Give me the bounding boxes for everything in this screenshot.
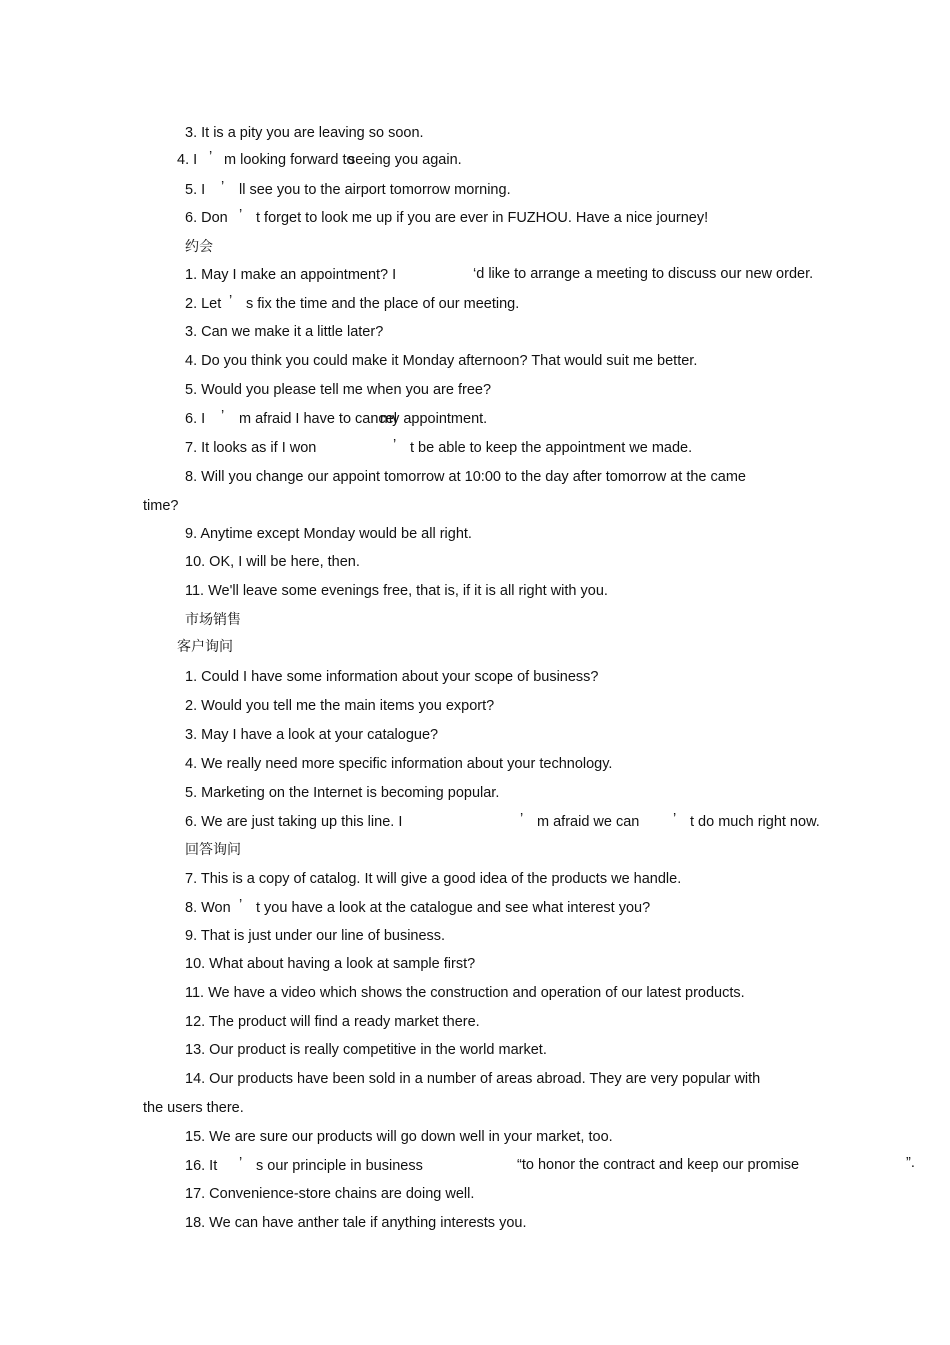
appointment-line-6-apostrophe: ’ bbox=[221, 408, 225, 424]
marketing-line-6-middle: m afraid we can bbox=[537, 814, 640, 830]
marketing-line-18: 18. We can have anther tale if anything interests you. bbox=[185, 1215, 527, 1231]
farewell-line-5-text: ll see you to the airport tomorrow morning. bbox=[239, 182, 511, 198]
farewell-line-5-apostrophe: ’ bbox=[221, 179, 225, 195]
appointment-line-6-text: m afraid I have to cancel bbox=[239, 411, 397, 427]
marketing-line-15: 15. We are sure our products will go down well in your market, too. bbox=[185, 1129, 613, 1145]
farewell-line-4-apostrophe: ’ bbox=[209, 149, 213, 165]
marketing-line-6-apostrophe-1: ’ bbox=[520, 811, 524, 827]
heading-reply-inquiry: 回答询问 bbox=[185, 842, 241, 858]
farewell-line-4-number: 4. I bbox=[177, 152, 198, 168]
heading-appointment: 约会 bbox=[185, 239, 213, 255]
heading-marketing: 市场销售 bbox=[185, 612, 241, 628]
marketing-line-9: 9. That is just under our line of business. bbox=[185, 928, 446, 944]
appointment-line-11: 11. We'll leave some evenings free, that is, if it is all right with you. bbox=[185, 583, 608, 599]
marketing-line-8-number: 8. Won bbox=[185, 900, 231, 916]
marketing-line-14: 14. Our products have been sold in a number of areas abroad. They are very popular with bbox=[185, 1071, 761, 1087]
appointment-line-7-start: 7. It looks as if I won bbox=[185, 440, 317, 456]
marketing-line-12: 12. The product will find a ready market there. bbox=[185, 1014, 480, 1030]
marketing-line-16-number: 16. It bbox=[185, 1158, 218, 1174]
appointment-line-6-number: 6. I bbox=[185, 411, 206, 427]
marketing-line-16-quote: “to honor the contract and keep our promise bbox=[517, 1157, 800, 1173]
appointment-line-6-end: my appointment. bbox=[380, 411, 488, 427]
marketing-line-6-end: t do much right now. bbox=[690, 814, 820, 830]
farewell-line-5-number: 5. I bbox=[185, 182, 206, 198]
marketing-line-1: 1. Could I have some information about your scope of business? bbox=[185, 669, 599, 685]
appointment-line-8-continued: time? bbox=[143, 498, 179, 514]
marketing-line-4: 4. We really need more specific information about your technology. bbox=[185, 756, 613, 772]
marketing-line-11: 11. We have a video which shows the construction and operation of our latest products. bbox=[185, 985, 745, 1001]
marketing-line-5: 5. Marketing on the Internet is becoming popular. bbox=[185, 785, 500, 801]
farewell-line-6-number: 6. Don bbox=[185, 210, 228, 226]
appointment-line-3: 3. Can we make it a little later? bbox=[185, 324, 384, 340]
marketing-line-17: 17. Convenience-store chains are doing well. bbox=[185, 1186, 475, 1202]
marketing-line-14-continued: the users there. bbox=[143, 1100, 244, 1116]
heading-customer-inquiry: 客户询问 bbox=[177, 639, 233, 655]
marketing-line-2: 2. Would you tell me the main items you export? bbox=[185, 698, 495, 714]
appointment-line-7-apostrophe: ’ bbox=[393, 437, 397, 453]
farewell-line-4-text: m looking forward to bbox=[224, 152, 355, 168]
appointment-line-1-end: ‘d like to arrange a meeting to discuss our new order. bbox=[473, 266, 814, 282]
appointment-line-2-text: s fix the time and the place of our meeting. bbox=[246, 296, 520, 312]
appointment-line-7-end: t be able to keep the appointment we made. bbox=[410, 440, 693, 456]
appointment-line-2-apostrophe: ’ bbox=[229, 293, 233, 309]
appointment-line-1-start: 1. May I make an appointment? I bbox=[185, 267, 397, 283]
appointment-line-8: 8. Will you change our appoint tomorrow at 10:00 to the day after tomorrow at the came bbox=[185, 469, 746, 485]
marketing-line-6-apostrophe-2: ’ bbox=[673, 811, 677, 827]
marketing-line-7: 7. This is a copy of catalog. It will give a good idea of the products we handle. bbox=[185, 871, 682, 887]
marketing-line-13: 13. Our product is really competitive in the world market. bbox=[185, 1042, 547, 1058]
marketing-line-16-end: ”. bbox=[906, 1155, 915, 1171]
marketing-line-16-apostrophe: ’ bbox=[239, 1155, 243, 1171]
farewell-line-4-end: seeing you again. bbox=[348, 152, 462, 168]
appointment-line-2-number: 2. Let bbox=[185, 296, 222, 312]
marketing-line-8-text: t you have a look at the catalogue and see what interest you? bbox=[256, 900, 651, 916]
marketing-line-3: 3. May I have a look at your catalogue? bbox=[185, 727, 439, 743]
farewell-line-3: 3. It is a pity you are leaving so soon. bbox=[185, 125, 424, 141]
marketing-line-10: 10. What about having a look at sample first? bbox=[185, 956, 476, 972]
appointment-line-10: 10. OK, I will be here, then. bbox=[185, 554, 360, 570]
marketing-line-16-text: s our principle in business bbox=[256, 1158, 423, 1174]
farewell-line-6-apostrophe: ’ bbox=[239, 207, 243, 223]
farewell-line-6-text: t forget to look me up if you are ever in FUZHOU. Have a nice journey! bbox=[256, 210, 709, 226]
appointment-line-5: 5. Would you please tell me when you are free? bbox=[185, 382, 492, 398]
appointment-line-9: 9. Anytime except Monday would be all right. bbox=[185, 526, 472, 542]
marketing-line-8-apostrophe: ’ bbox=[239, 897, 243, 913]
appointment-line-4: 4. Do you think you could make it Monday afternoon? That would suit me better. bbox=[185, 353, 698, 369]
marketing-line-6-start: 6. We are just taking up this line. I bbox=[185, 814, 403, 830]
